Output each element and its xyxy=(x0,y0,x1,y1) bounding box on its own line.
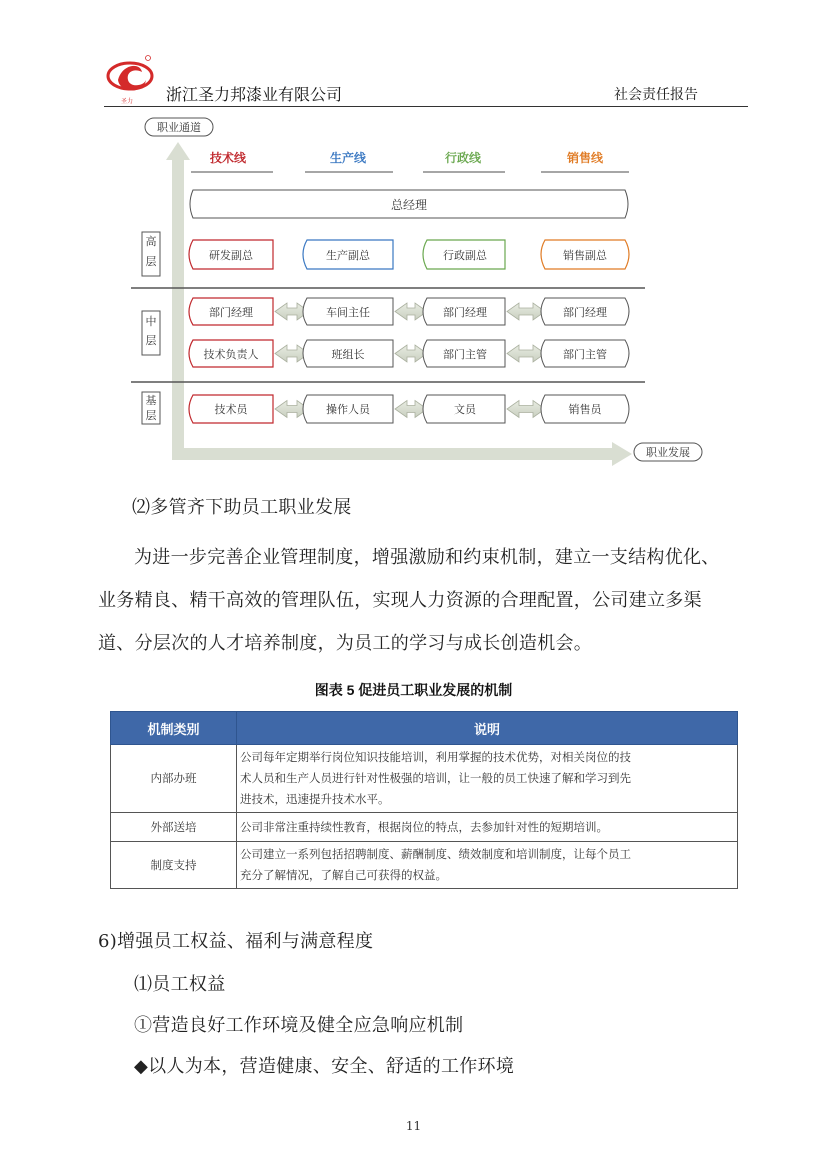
section-2-line-2: 业务精良、精干高效的管理队伍，实现人力资源的合理配置，公司建立多渠 xyxy=(98,590,702,611)
table-caption: 图表 5 促进员工职业发展的机制 xyxy=(314,682,513,698)
career-path-diagram xyxy=(125,112,690,472)
row-description xyxy=(237,842,738,889)
y-axis-arrow xyxy=(166,142,190,460)
level-senior-char-2: 层 xyxy=(145,255,157,268)
middle1-tech: 部门经理 xyxy=(209,306,253,319)
section-2-heading: ⑵多管齐下助员工职业发展 xyxy=(132,497,352,518)
basic-production: 操作人员 xyxy=(326,403,370,416)
basic-admin: 文员 xyxy=(454,403,476,416)
logo-text: 圣力 xyxy=(121,98,134,105)
senior-admin: 行政副总 xyxy=(443,249,487,262)
row-description-line: 进技术，迅速提升技术水平。 xyxy=(240,792,390,806)
middle1-admin: 部门经理 xyxy=(443,306,487,319)
middle2-admin: 部门主管 xyxy=(443,348,487,361)
general-manager-box xyxy=(190,190,628,218)
senior-production: 生产副总 xyxy=(326,249,370,262)
x-axis-label: 职业发展 xyxy=(646,446,690,459)
middle2-sales: 部门主管 xyxy=(563,348,607,361)
report-title: 社会责任报告 xyxy=(614,86,698,102)
middle-row-1 xyxy=(189,298,629,325)
level-middle-char-2: 层 xyxy=(145,334,157,347)
level-label-senior xyxy=(142,232,160,276)
row-category: 制度支持 xyxy=(111,842,237,889)
basic-tech: 技术员 xyxy=(214,403,248,416)
line-header-production: 生产线 xyxy=(329,151,367,165)
level-basic-char-1: 基 xyxy=(145,394,157,407)
middle2-tech: 技术负责人 xyxy=(203,348,259,361)
line-header-sales: 销售线 xyxy=(566,151,604,165)
row-description xyxy=(237,813,738,842)
table-row xyxy=(111,813,738,842)
basic-sales: 销售员 xyxy=(568,403,602,416)
table-header-row xyxy=(111,712,738,745)
level-label-middle xyxy=(142,311,160,355)
row-description-line: 公司非常注重持续性教育，根据岗位的特点，去参加针对性的短期培训。 xyxy=(240,819,608,834)
senior-sales: 销售副总 xyxy=(563,249,607,262)
section-6-sub-1: ⑴员工权益 xyxy=(134,974,226,995)
page-header xyxy=(104,40,748,108)
row-category: 内部办班 xyxy=(111,745,237,813)
level-middle-char-1: 中 xyxy=(145,315,157,328)
y-axis-label: 职业通道 xyxy=(157,121,201,134)
row-description-line: 充分了解情况，了解自己可获得的权益。 xyxy=(240,868,447,882)
middle1-sales: 部门经理 xyxy=(563,306,607,319)
general-manager: 总经理 xyxy=(390,198,428,212)
x-axis-arrow xyxy=(172,442,632,466)
table-row xyxy=(111,842,738,889)
header-description: 说明 xyxy=(237,712,738,745)
x-axis-label-box xyxy=(634,443,702,461)
middle1-production: 车间主任 xyxy=(326,306,370,319)
level-label-basic xyxy=(142,392,160,424)
y-axis-label-box xyxy=(145,118,213,136)
company-name: 浙江圣力邦漆业有限公司 xyxy=(166,87,343,104)
line-header-admin: 行政线 xyxy=(444,151,482,165)
line-header-tech: 技术线 xyxy=(209,151,247,165)
row-description xyxy=(237,745,738,813)
section-6-sub-3: ◆以人为本，营造健康、安全、舒适的工作环境 xyxy=(134,1056,515,1077)
senior-tech: 研发副总 xyxy=(209,249,253,262)
middle-row-2 xyxy=(189,340,629,367)
level-basic-char-2: 层 xyxy=(145,409,157,422)
basic-row xyxy=(189,395,629,423)
header-rule xyxy=(104,106,748,107)
section-6-sub-2: ①营造良好工作环境及健全应急响应机制 xyxy=(134,1015,464,1036)
company-logo xyxy=(104,50,160,106)
section-6-heading: 6)增强员工权益、福利与满意程度 xyxy=(98,931,374,952)
senior-row xyxy=(189,240,629,269)
row-description-line: 术人员和生产人员进行针对性极强的培训，让一般的员工快速了解和学习到先 xyxy=(240,771,631,785)
row-description-line: 公司建立一系列包括招聘制度、薪酬制度、绩效制度和培训制度，让每个员工 xyxy=(240,847,631,861)
table-row xyxy=(111,745,738,813)
section-2-line-1: 为进一步完善企业管理制度，增强激励和约束机制，建立一支结构优化、 xyxy=(134,547,720,568)
row-description-line: 公司每年定期举行岗位知识技能培训，利用掌握的技术优势，对相关岗位的技 xyxy=(240,750,631,764)
section-2-line-3: 道、分层次的人才培养制度，为员工的学习与成长创造机会。 xyxy=(98,633,593,654)
row-category: 外部送培 xyxy=(111,813,237,842)
mechanism-table xyxy=(110,711,738,889)
line-headers xyxy=(191,150,629,172)
page-number: 11 xyxy=(405,1119,422,1133)
header-category: 机制类别 xyxy=(111,712,237,745)
level-senior-char-1: 高 xyxy=(145,235,157,248)
middle2-production: 班组长 xyxy=(331,348,365,361)
